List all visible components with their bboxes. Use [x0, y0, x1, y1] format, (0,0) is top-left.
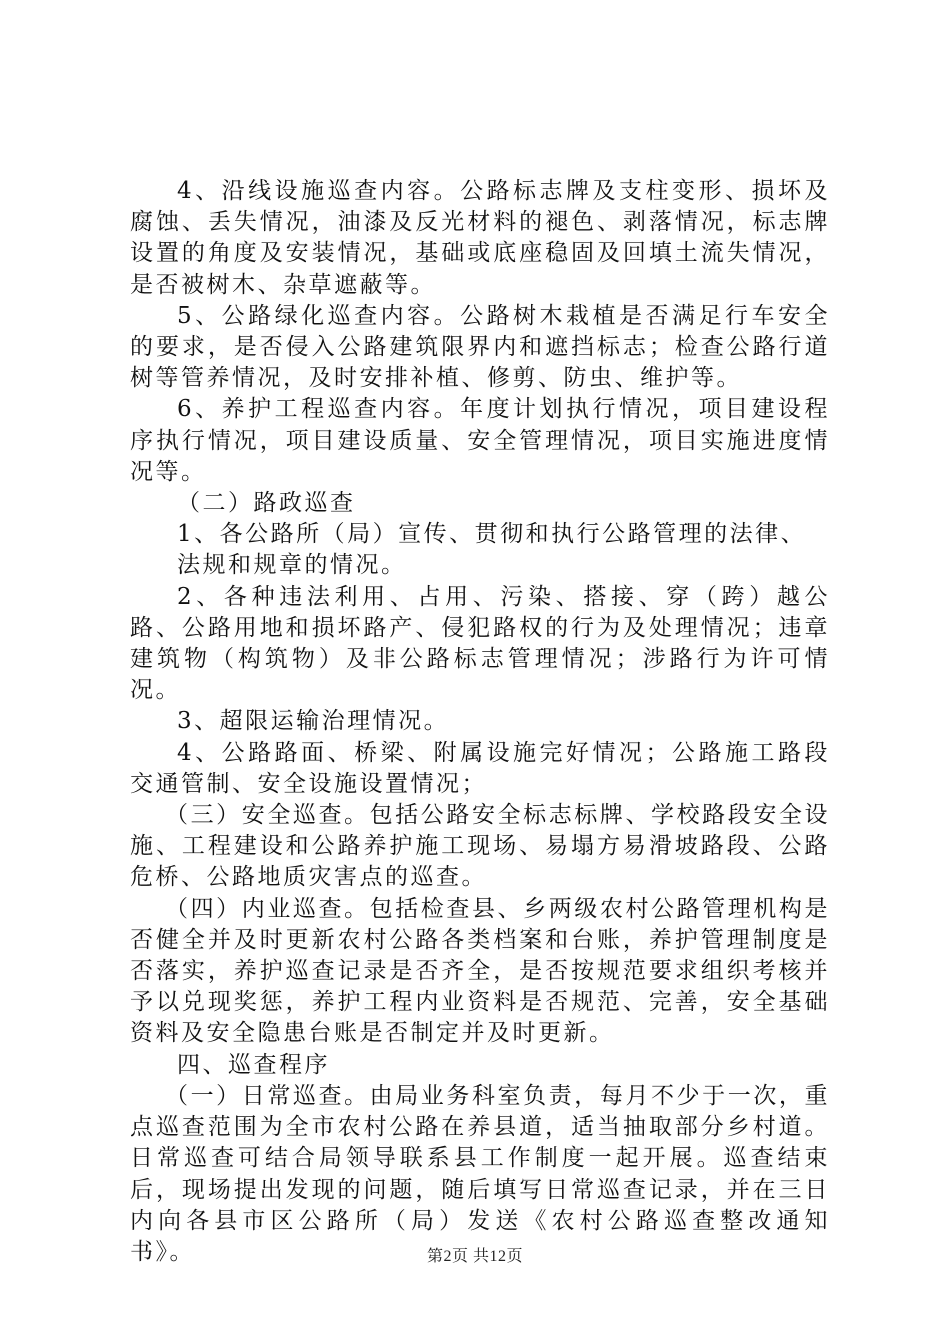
paragraph-facility-inspection: 4、沿线设施巡查内容。公路标志牌及支柱变形、损坏及腐蚀、丢失情况，油漆及反光材料的褪色、剥落情况，标志牌设置的角度及安装情况，基础或底座稳固及回填土流失情况，是否被树木、杂草遮蔽等。	[130, 178, 830, 298]
section-heading-inspection-procedure: 四、巡查程序	[177, 1051, 330, 1078]
document-body	[130, 176, 830, 1268]
section-safety-inspection: （三）安全巡查。包括公路安全标志标牌、学校路段安全设施、工程建设和公路养护施工现场、易塌方易滑坡路段、公路危桥、公路地质灾害点的巡查。	[130, 802, 830, 891]
paragraph-road-condition: 4、公路路面、桥梁、附属设施完好情况；公路施工路段交通管制、安全设施设置情况；	[130, 739, 830, 797]
section-daily-inspection: （一）日常巡查。由局业务科室负责，每月不少于一次，重点巡查范围为全市农村公路在养县道，适当抽取部分乡村道。日常巡查可结合局领导联系县工作制度一起开展。巡查结束后，现场提出发现的问题，随后填写日常巡查记录，并在三日内向各县市区公路所（局）发送《农村公路巡查整改通知书》。	[130, 1082, 830, 1265]
paragraph-law-publicity-continued: 法规和规章的情况。	[177, 552, 407, 579]
paragraph-overload-control: 3、超限运输治理情况。	[177, 708, 450, 735]
paragraph-greening-inspection: 5、公路绿化巡查内容。公路树木栽植是否满足行车安全的要求，是否侵入公路建筑限界内和遮挡标志；检查公路行道树等管养情况，及时安排补植、修剪、防虫、维护等。	[130, 302, 830, 392]
paragraph-illegal-use: 2、各种违法利用、占用、污染、搭接、穿（跨）越公路、公路用地和损坏路产、侵犯路权的行为及处理情况；违章建筑物（构筑物）及非公路标志管理情况；涉路行为许可情况。	[130, 583, 830, 704]
page-number-footer: 第2页 共12页	[426, 1248, 523, 1265]
section-heading-road-administration: （二）路政巡查	[177, 490, 356, 517]
paragraph-maintenance-project-inspection: 6、养护工程巡查内容。年度计划执行情况，项目建设程序执行情况，项目建设质量、安全管理情况，项目实施进度情况等。	[130, 396, 830, 485]
section-internal-inspection: （四）内业巡查。包括检查县、乡两级农村公路管理机构是否健全并及时更新农村公路各类档案和台账，养护管理制度是否落实，养护巡查记录是否齐全，是否按规范要求组织考核并予以兑现奖惩，养护工程内业资料是否规范、完善，安全基础资料及安全隐患台账是否制定并及时更新。	[130, 895, 830, 1047]
paragraph-law-publicity: 1、各公路所（局）宣传、贯彻和执行公路管理的法律、	[177, 521, 807, 548]
